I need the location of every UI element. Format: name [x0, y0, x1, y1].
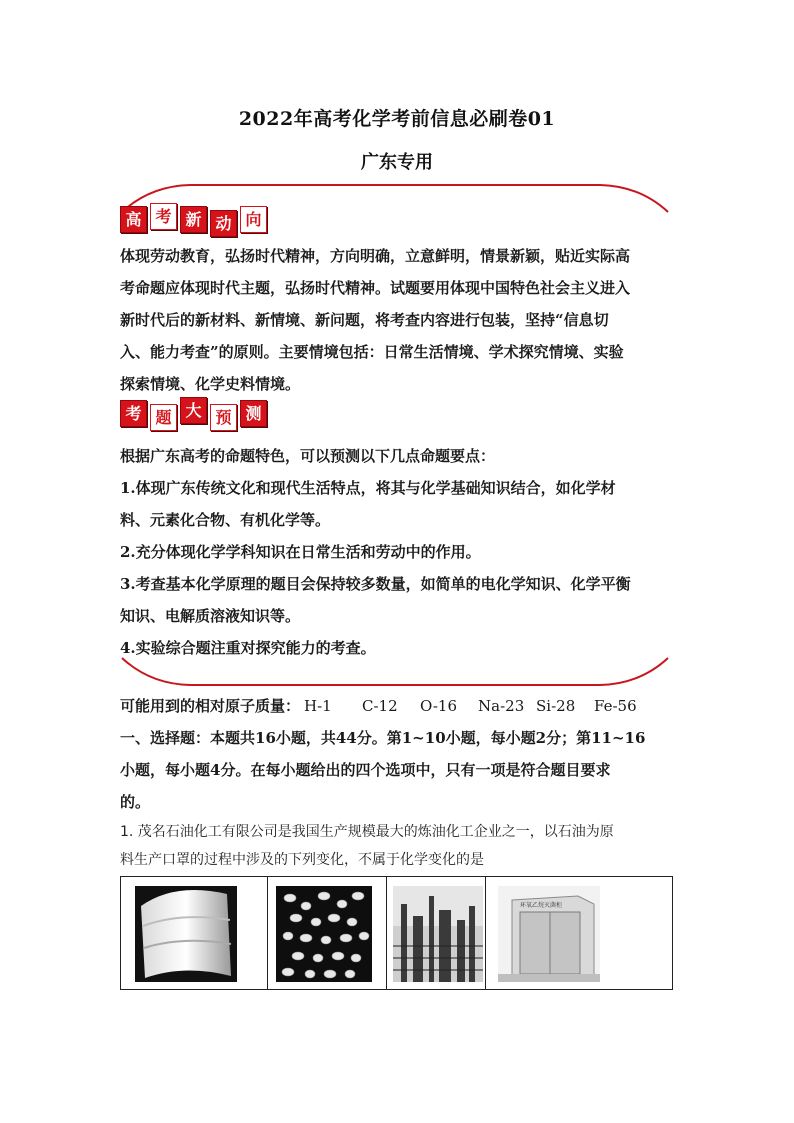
badge-tile: 新 [180, 206, 207, 233]
section-line: 一、选择题：本题共16小题，共44分。第1~10小题，每小题2分；第11~16 [120, 729, 646, 747]
intro-paragraph [120, 240, 674, 400]
badge-tile: 考 [150, 203, 177, 230]
atomic-mass-item: C-12 [362, 697, 398, 715]
badge-tile: 动 [210, 210, 237, 237]
prediction-line: 2.充分体现化学学科知识在日常生活和劳动中的作用。 [120, 543, 481, 561]
atomic-mass-item: Si-28 [536, 697, 576, 715]
atomic-mass-item: Na-23 [478, 697, 525, 715]
option-image-cell [486, 877, 672, 989]
prediction-line: 知识、电解质溶液知识等。 [120, 607, 301, 625]
badge-tile: 预 [210, 404, 237, 431]
section-instructions [120, 722, 674, 818]
prediction-line: 1.体现广东传统文化和现代生活特点，将其与化学基础知识结合，如化学材 [120, 479, 616, 497]
question-line: 1. 茂名石油化工有限公司是我国生产规模最大的炼油化工企业之一，以石油为原 [120, 824, 614, 840]
option-image-cell [121, 877, 268, 989]
section-line: 的。 [120, 793, 151, 811]
melt-blown-fabric-image [135, 886, 237, 982]
option-image-table [120, 876, 673, 990]
question-1-stem [120, 818, 674, 874]
badge-tile: 大 [180, 397, 207, 424]
intro-line: 体现劳动教育，弘扬时代精神，方向明确，立意鲜明，情景新颖，贴近实际高 [120, 247, 631, 265]
prediction-line: 3.考查基本化学原理的题目会保持较多数量，如简单的电化学知识、化学平衡 [120, 575, 631, 593]
badge-tile: 题 [150, 404, 177, 431]
option-image-cell [387, 877, 486, 989]
plastic-pellets-image [276, 886, 372, 982]
atomic-mass-label: 可能用到的相对原子质量： [120, 697, 301, 715]
paper-title: 2022年高考化学考前信息必刷卷01 [238, 108, 556, 130]
atomic-mass-line [120, 690, 674, 722]
badge-tile: 测 [240, 400, 267, 427]
trend-badge [120, 206, 267, 237]
badge-tile: 考 [120, 400, 147, 427]
option-image-cell [268, 877, 387, 989]
prediction-paragraph [120, 440, 674, 664]
paper-subtitle: 广东专用 [361, 152, 433, 173]
section-line: 小题，每小题4分。在每小题给出的四个选项中，只有一项是符合题目要求 [120, 761, 611, 779]
prediction-line: 料、元素化合物、有机化学等。 [120, 511, 331, 529]
atomic-mass-item: H-1 [304, 697, 332, 715]
intro-line: 新时代后的新材料、新情境、新问题，将考查内容进行包装，坚持“信息切 [120, 311, 609, 329]
intro-line: 考命题应体现时代主题，弘扬时代精神。试题要用体现中国特色社会主义进入 [120, 279, 631, 297]
sterilizer-sign: 环氧乙烷灭菌柜 [519, 902, 562, 909]
intro-line: 入、能力考查”的原则。主要情境包括：日常生活情境、学术探究情境、实验 [120, 343, 624, 361]
bottom-frame-arc [120, 656, 670, 688]
refinery-plant-image [393, 886, 483, 982]
intro-line: 探索情境、化学史料情境。 [120, 375, 301, 393]
forecast-badge [120, 400, 267, 431]
sterilizer-cabinet-image [498, 886, 600, 982]
prediction-line: 4.实验综合题注重对探究能力的考查。 [120, 639, 376, 657]
badge-tile: 高 [120, 206, 147, 233]
question-line: 料生产口罩的过程中涉及的下列变化，不属于化学变化的是 [120, 852, 484, 868]
atomic-mass-item: O-16 [420, 697, 458, 715]
prediction-line: 根据广东高考的命题特色，可以预测以下几点命题要点： [120, 447, 496, 465]
badge-tile: 向 [240, 206, 267, 233]
atomic-mass-item: Fe-56 [594, 697, 637, 715]
